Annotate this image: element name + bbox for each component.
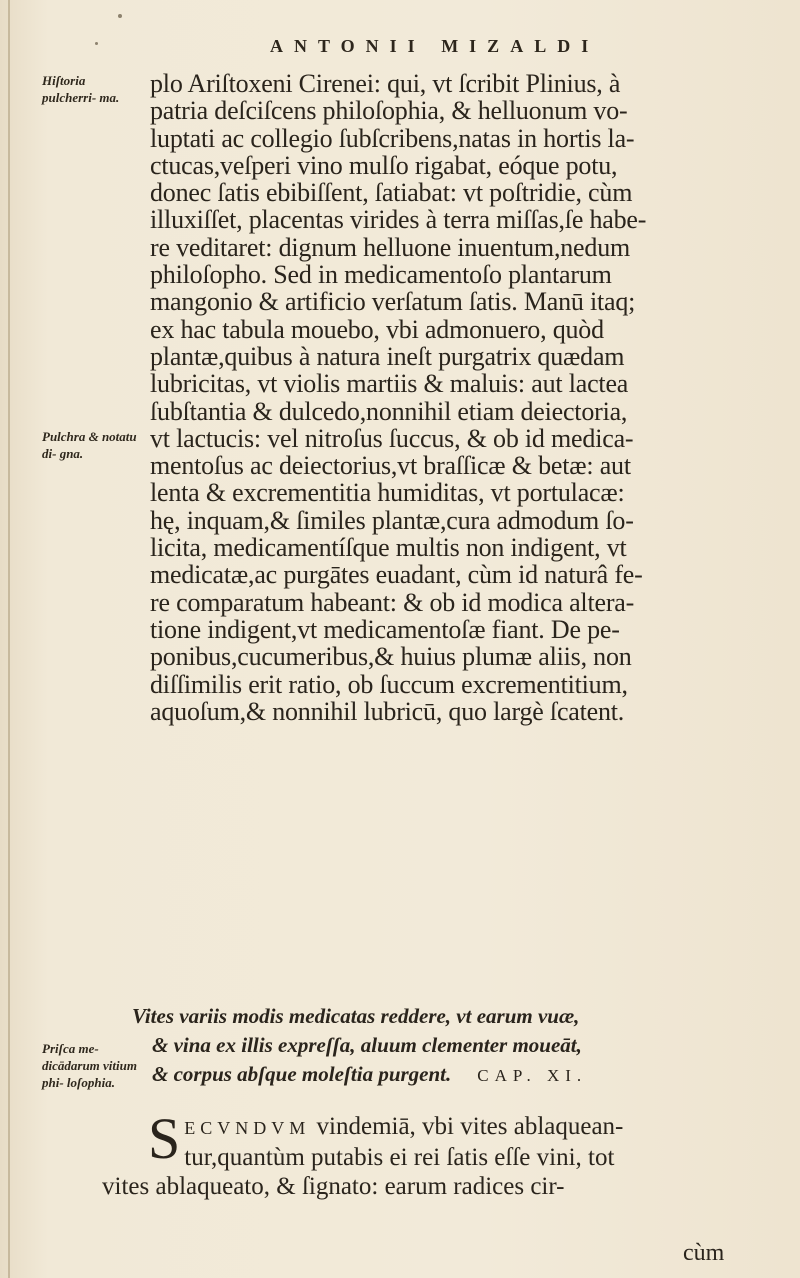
text-line: vt lactucis: vel nitroſus ſuccus, & ob id medica- [150,423,634,453]
running-head: ANTONII MIZALDI [270,36,600,56]
text-line: donec ſatis ebibiſſent, ſatiabat: vt poſtridie, cùm [150,178,633,208]
text-line: re comparatum habeant: & ob id modica altera- [150,587,635,617]
marginal-note-3: Priſca me- dicādarum vitium phi- loſophia. [42,1041,137,1090]
text-line: aquoſum,& nonnihil lubricū, quo largè ſcatent. [150,696,625,726]
text-line: medicatæ,ac purgātes euadant, cùm id naturâ fe- [150,560,643,590]
text-line: plo Ariſtoxeni Cirenei: qui, vt ſcribit Plinius, à [150,69,621,98]
heading-line: Vites variis modis medicatas reddere, vt earum vuæ, [132,1004,580,1028]
text-line: illuxiſſet, placentas virides à terra miſſas,ſe habe- [150,205,647,235]
ink-speck [118,14,122,18]
section-text-block [102,1106,778,1201]
text-line: ex hac tabula mouebo, vbi admonuero, quòd [150,314,604,344]
text-line: ctucas,veſperi vino mulſo rigabat, eóque potu, [150,150,618,180]
text-line: ponibus,cucumeribus,& huius plumæ aliis, non [150,642,632,672]
main-text-block [150,70,770,725]
catchword: cùm [683,1240,725,1266]
ink-speck [95,42,98,45]
text-line: mentoſus ac deiectorius,vt braſſicæ & betæ: aut [150,451,631,481]
text-line: vites ablaqueato, & ſignato: earum radices cir- [102,1173,565,1200]
text-line: diſſimilis erit ratio, ob ſuccum excrementitium, [150,669,628,699]
text-line: plantæ,quibus à natura ineſt purgatrix quædam [150,341,625,371]
marginal-note-1: Hiſtoria pulcherri- ma. [42,73,120,105]
text-line: ſubſtantia & dulcedo,nonnihil etiam deiectoria, [150,396,628,426]
text-line: lubricitas, vt violis martiis & maluis: aut lactea [150,369,629,399]
text-line: re veditaret: dignum helluone inuentum,nedum [150,232,631,262]
text-line: hę, inquam,& ſimiles plantæ,cura admodum ſo- [150,505,634,535]
binding-edge-rule [8,0,10,1278]
heading-line-with-chapter [132,1060,772,1090]
text-line: tione indigent,vt medicamentoſæ fiant. De pe- [150,614,620,644]
text-line: lenta & excrementitia humiditas, vt portulacæ: [150,478,625,508]
drop-capital: S [148,1106,181,1171]
text-line: philoſopho. Sed in medicamentoſo plantarum [150,260,612,290]
text-line [148,1112,778,1143]
text-line: patria deſciſcens philoſophia, & helluonum vo- [150,96,628,126]
text-line: mangonio & artificio verſatum ſatis. Manū itaq; [150,287,636,317]
chapter-heading [132,1002,772,1090]
text-fragment: vindemiā, vbi vites ablaquean- [310,1113,624,1140]
text-line: luptati ac collegio ſubſcribens,natas in hortis la- [150,123,635,153]
first-word-smallcaps: ECVNDVM [184,1118,311,1138]
heading-line: & corpus abſque moleſtia purgent. [152,1062,452,1086]
marginal-note-2: Pulchra & notatu di- gna. [42,429,137,461]
text-line: tur,quantùm putabis ei rei ſatis eſſe vini, tot [184,1144,615,1171]
heading-line: & vina ex illis expreſſa, aluum clementer moueāt, [152,1033,582,1057]
chapter-label: CAP. XI. [477,1066,588,1085]
text-line: licita, medicamentíſque multis non indigent, vt [150,533,627,563]
